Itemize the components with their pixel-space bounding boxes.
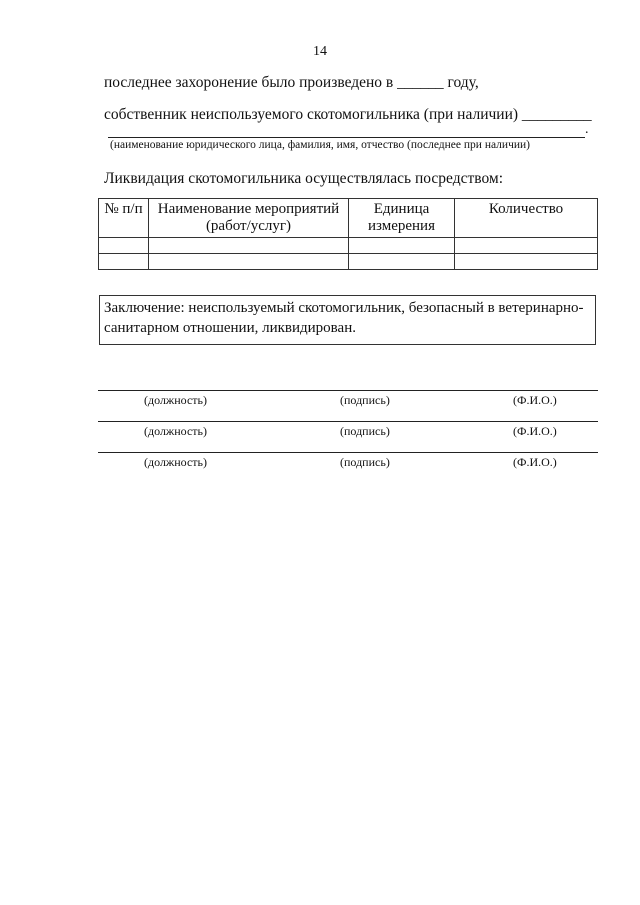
table-cell[interactable] — [99, 254, 149, 270]
table-row — [99, 254, 598, 270]
signature-line — [98, 421, 598, 422]
burial-year-line: последнее захоронение было произведено в ______ году, — [104, 74, 479, 91]
page-number: 14 — [313, 44, 327, 59]
owner-line-end: . — [585, 122, 589, 137]
table-cell[interactable] — [349, 238, 455, 254]
signature-name-label: (Ф.И.О.) — [513, 455, 557, 469]
signature-name-label: (Ф.И.О.) — [513, 393, 557, 407]
signature-sign-label: (подпись) — [340, 455, 390, 469]
signature-sign-label: (подпись) — [340, 424, 390, 438]
col-quantity-header: Количество — [455, 199, 598, 238]
signature-name-label: (Ф.И.О.) — [513, 424, 557, 438]
owner-caption: (наименование юридического лица, фамилия, имя, отчество (последнее при наличии) — [110, 139, 530, 151]
owner-fill-rule — [108, 137, 585, 138]
col-number-header: № п/п — [99, 199, 149, 238]
signature-position-label: (должность) — [144, 393, 207, 407]
table-cell[interactable] — [349, 254, 455, 270]
table-cell[interactable] — [455, 238, 598, 254]
table-cell[interactable] — [455, 254, 598, 270]
col-unit-header: Единица измерения — [349, 199, 455, 238]
table-cell[interactable] — [149, 238, 349, 254]
table-row — [99, 238, 598, 254]
table-cell[interactable] — [99, 238, 149, 254]
conclusion-box: Заключение: неиспользуемый скотомогильник, безопасный в ветеринарно-санитарном отношении, ликвидирован. — [99, 295, 596, 345]
table-cell[interactable] — [149, 254, 349, 270]
signature-line — [98, 452, 598, 453]
signature-sign-label: (подпись) — [340, 393, 390, 407]
col-measures-header: Наименование мероприятий (работ/услуг) — [149, 199, 349, 238]
signature-line — [98, 390, 598, 391]
liquidation-text: Ликвидация скотомогильника осуществлялась посредством: — [104, 170, 504, 187]
signature-position-label: (должность) — [144, 424, 207, 438]
table-header-row — [99, 199, 598, 238]
owner-line: собственник неиспользуемого скотомогильника (при наличии) _________ — [104, 106, 592, 123]
measures-table — [98, 198, 598, 270]
signature-position-label: (должность) — [144, 455, 207, 469]
